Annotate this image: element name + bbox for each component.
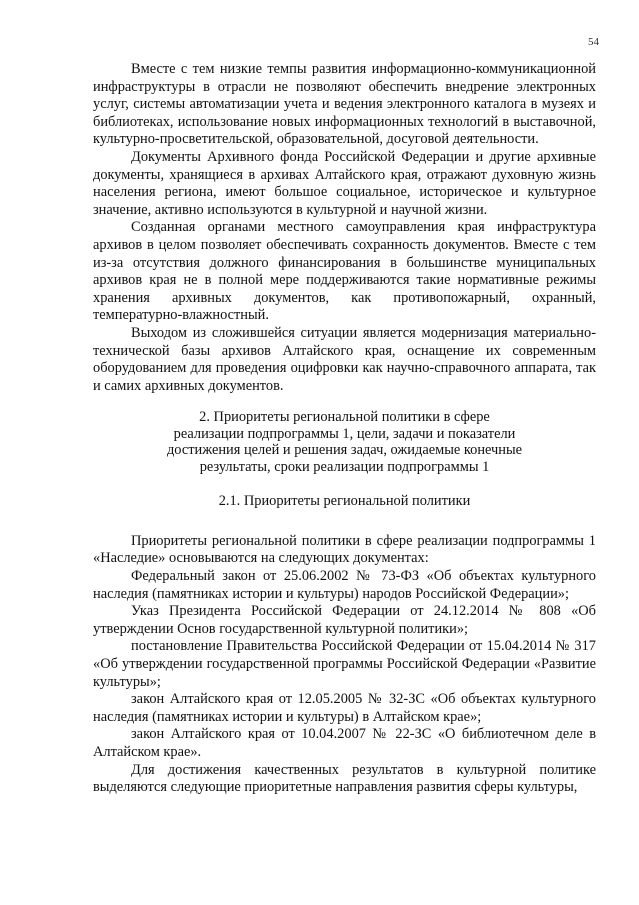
subsection-heading: 2.1. Приоритеты региональной политики (218, 493, 471, 510)
paragraph: Выходом из сложившейся ситуации является модернизация материально-технической базы архивов Алтайского края, оснащение их современным оборудованием для проведения оцифровки как научно-справочного аппарата, так и самих архивных документов. (93, 324, 596, 394)
paragraph: Вместе с тем низкие темпы развития информационно-коммуникационной инфраструктуры в отрасли не позволяют обеспечить внедрение электронных услуг, системы автоматизации учета и ведения электронного каталога в музеях и библиотеках, использование новых информационных технологий в выставочной, культурно-просветительской, образовательной, досуговой деятельности. (93, 61, 596, 148)
paragraph: Созданная органами местного самоуправления края инфраструктура архивов в целом позволяет обеспечивать сохранность документов. Вместе с тем из-за отсутствия должного финансирования в большинстве муниципальных архивов края не в полной мере поддерживаются такие нормативные режимы хранения архивных документов, как противопожарный, охранный, температурно-влажностный. (93, 219, 596, 324)
paragraph: Федеральный закон от 25.06.2002 № 73-ФЗ «Об объектах культурного наследия (памятниках истории и культуры) народов Российской Федерации»; (93, 568, 596, 602)
section-heading-line: 2. Приоритеты региональной политики в сфере (199, 409, 490, 426)
paragraph: закон Алтайского края от 10.04.2007 № 22-ЗС «О библиотечном деле в Алтайском крае». (93, 726, 596, 760)
paragraph: Документы Архивного фонда Российской Федерации и другие архивные документы, хранящиеся в архивах Алтайского края, отражают духовную жизнь населения региона, имеют большое социальное, историческое и культурное значение, активно используются в культурной и научной жизни. (93, 148, 596, 218)
section-heading (93, 409, 596, 475)
document-body (93, 61, 596, 797)
section-heading-line: реализации подпрограммы 1, цели, задачи и показатели (173, 425, 516, 442)
page-number: 54 (588, 36, 599, 48)
section-heading-line: результаты, сроки реализации подпрограммы 1 (199, 458, 490, 475)
paragraph: закон Алтайского края от 12.05.2005 № 32-ЗС «Об объектах культурного наследия (памятниках истории и культуры) в Алтайском крае»; (93, 691, 596, 725)
paragraph: Указ Президента Российской Федерации от 24.12.2014 № 808 «Об утверждении Основ государственной культурной политики»; (93, 603, 596, 637)
section-heading-line: достижения целей и решения задач, ожидаемые конечные (166, 442, 523, 459)
paragraph: Приоритеты региональной политики в сфере реализации подпрограммы 1 «Наследие» основываются на следующих документах: (93, 532, 596, 567)
paragraph: Для достижения качественных результатов в культурной политике выделяются следующие приоритетные направления развития сферы культуры, (93, 761, 596, 796)
paragraph: постановление Правительства Российской Федерации от 15.04.2014 № 317 «Об утверждении государственной программы Российской Федерации «Развитие культуры»; (93, 638, 596, 690)
